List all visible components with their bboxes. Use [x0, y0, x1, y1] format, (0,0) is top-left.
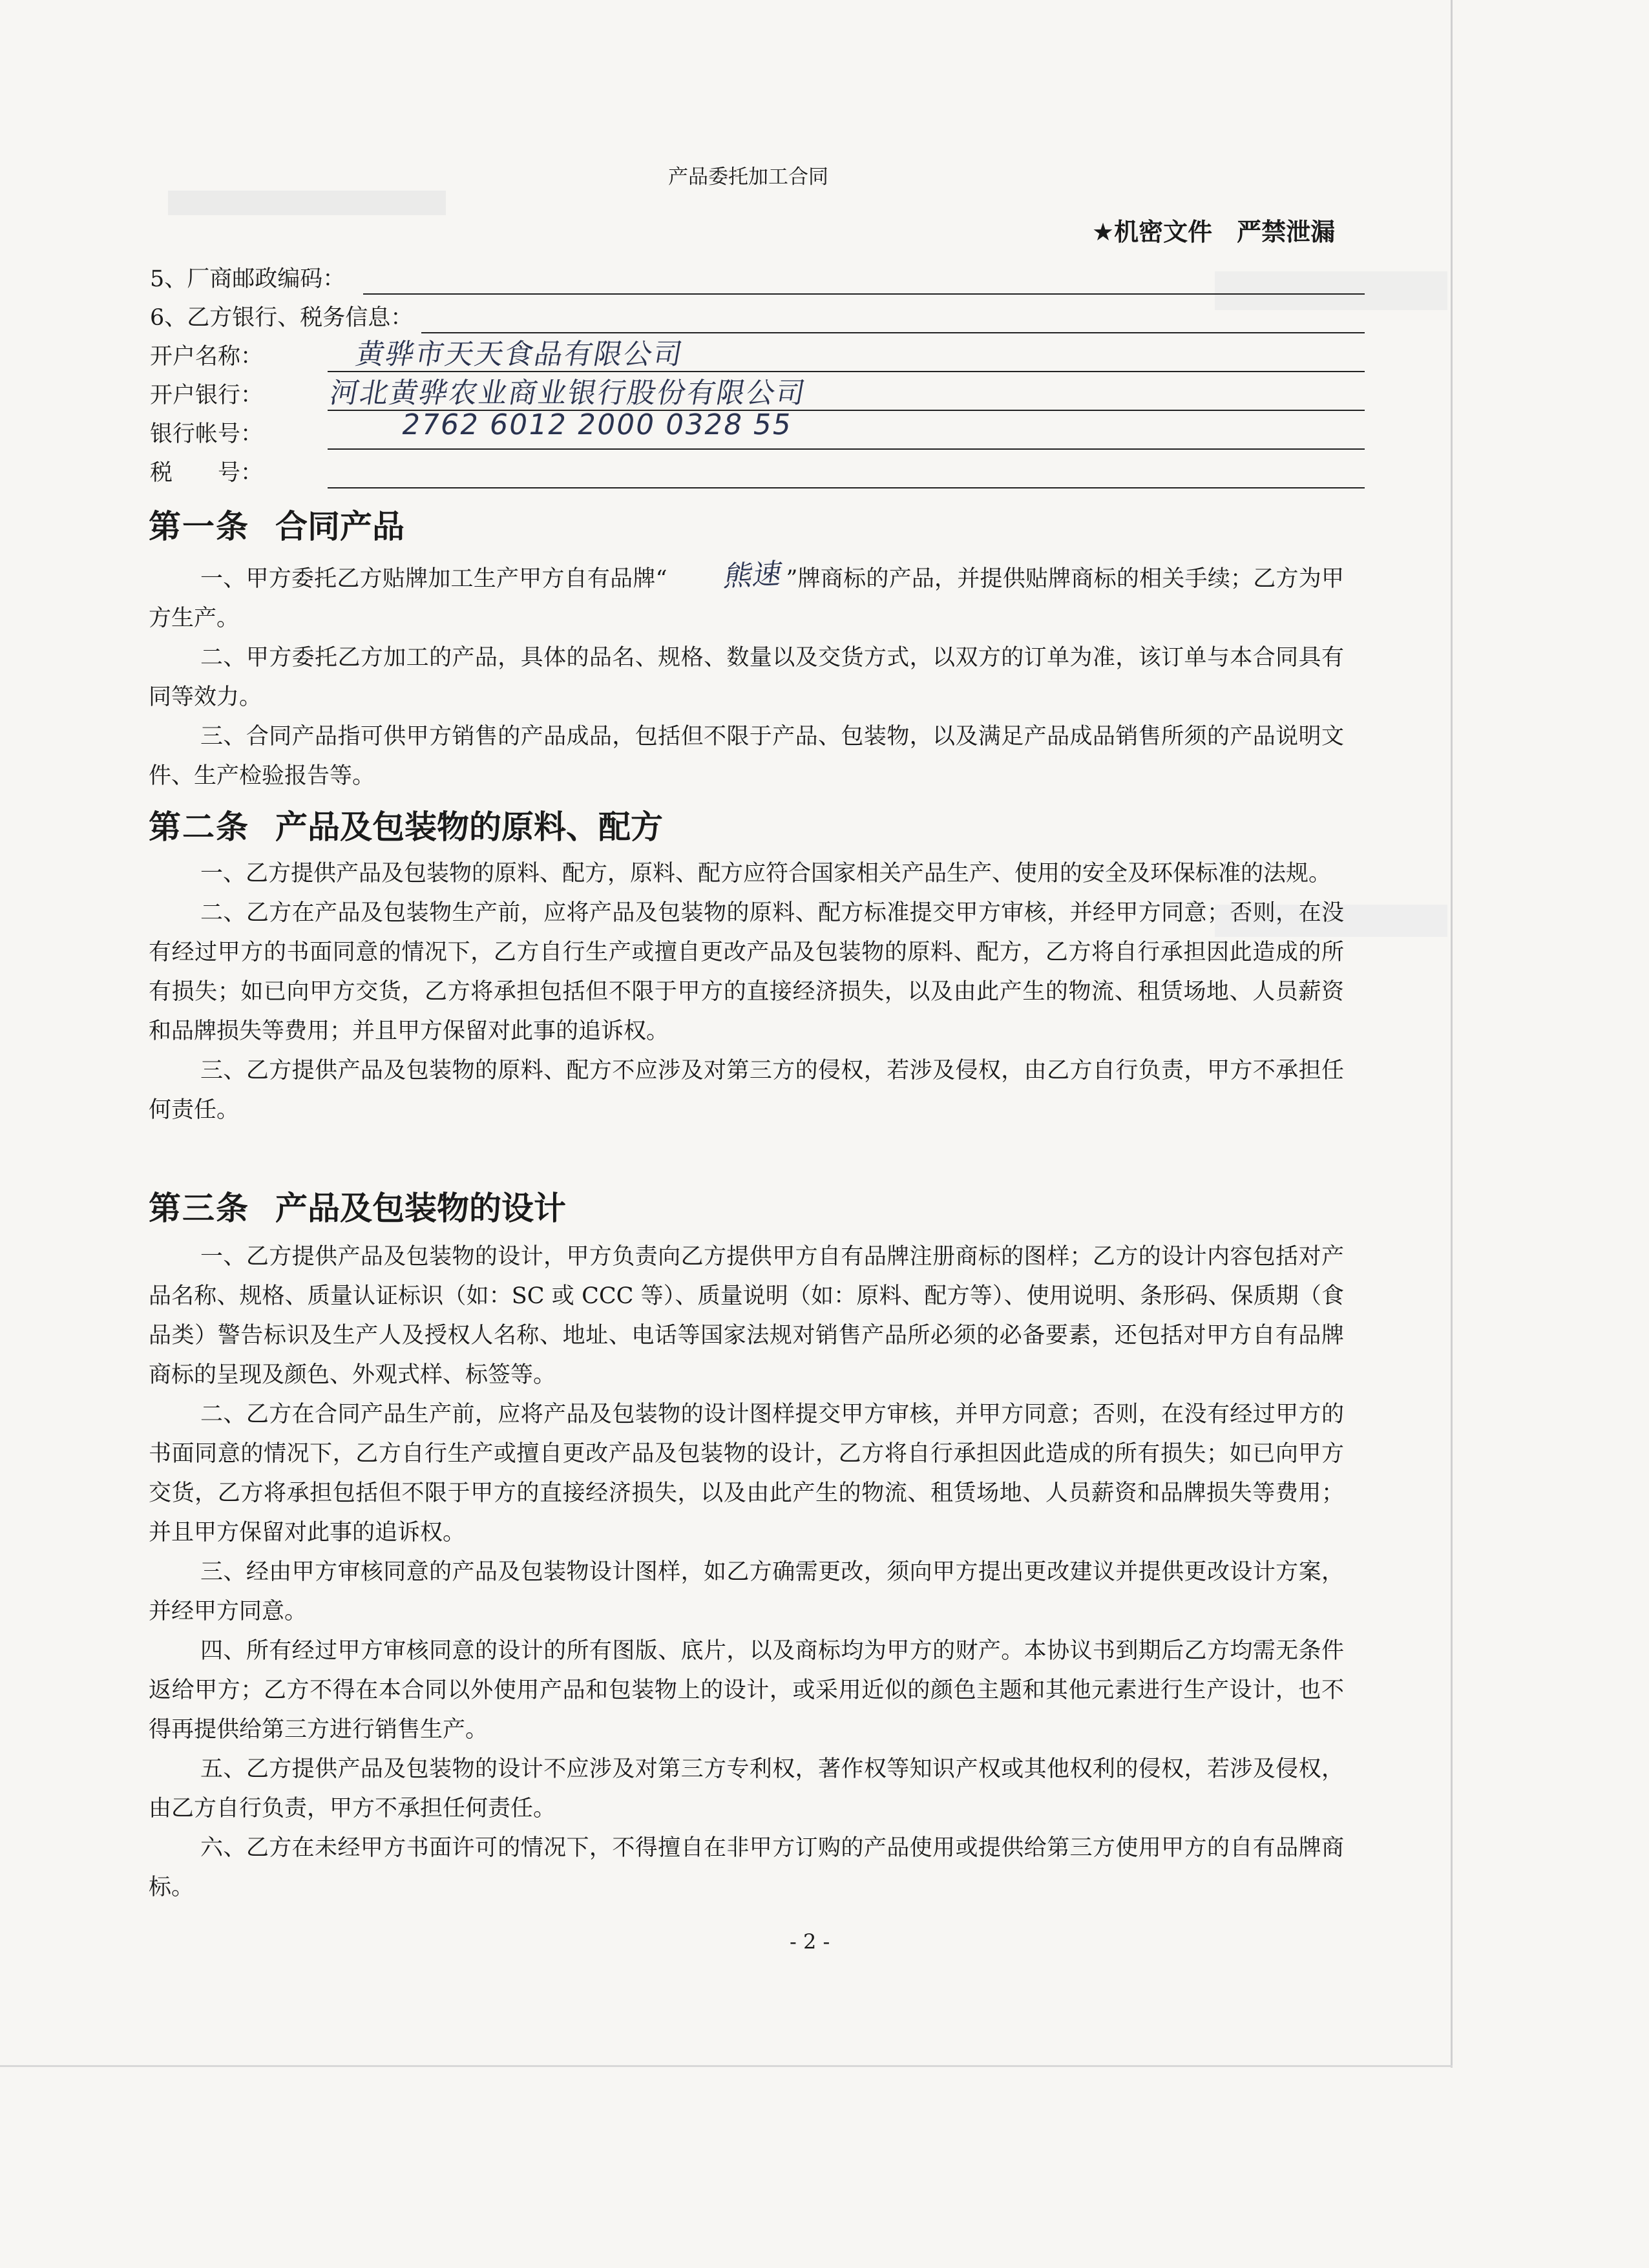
- field-label: 开户名称：: [150, 344, 264, 370]
- article-name: 合同产品: [275, 508, 404, 545]
- paragraph: 六、乙方在未经甲方书面许可的情况下，不得擅自在非甲方订购的产品使用或提供给第三方使用甲方的自有品牌商标。: [149, 1835, 1344, 1900]
- paragraph: 四、所有经过甲方审核同意的设计的所有图版、底片，以及商标均为甲方的财产。本协议书到期后乙方均需无条件返给甲方；乙方不得在本合同以外使用产品和包装物上的设计，或采用近似的颜色主题和其他元素进行生产设计，也不得再提供给第三方进行销售生产。: [149, 1638, 1344, 1743]
- field-account-number: [150, 408, 1365, 455]
- article-1-body: [149, 557, 1344, 796]
- field-tax-number: [150, 455, 1365, 494]
- paragraph: 三、合同产品指可供甲方销售的产品成品，包括但不限于产品、包装物，以及满足产品成品销售所须的产品说明文件、生产检验报告等。: [149, 724, 1344, 789]
- fill-line: [328, 448, 1365, 450]
- article-number: 第二条: [149, 808, 249, 846]
- field-bank-tax-info: [150, 300, 1365, 339]
- paragraph: 一、乙方提供产品及包装物的原料、配方，原料、配方应符合国家相关产品生产、使用的安全及环保标准的法规。: [200, 861, 1332, 887]
- handwritten-bank-name: 河北黄骅农业商业银行股份有限公司: [327, 377, 809, 410]
- article-2-title: [149, 801, 663, 848]
- paragraph-text: 一、甲方委托乙方贴牌加工生产甲方自有品牌“: [200, 566, 667, 592]
- page-number: - 2 -: [790, 1929, 830, 1954]
- field-label: 税 号：: [150, 460, 264, 486]
- page-edge: [1451, 0, 1453, 2068]
- article-3-body: [149, 1237, 1344, 1907]
- page-bottom-edge: [0, 2065, 1453, 2067]
- field-label: 银行帐号：: [150, 421, 264, 447]
- paragraph: 五、乙方提供产品及包装物的设计不应涉及对第三方专利权，著作权等知识产权或其他权利的侵权，若涉及侵权，由乙方自行负责，甲方不承担任何责任。: [149, 1756, 1344, 1822]
- fill-line: [328, 487, 1365, 488]
- paragraph: [149, 557, 1344, 638]
- bleed-through-mark: [168, 191, 446, 215]
- article-name: 产品及包装物的设计: [275, 1190, 566, 1227]
- paragraph: 一、乙方提供产品及包装物的设计，甲方负责向乙方提供甲方自有品牌注册商标的图样；乙方的设计内容包括对产品名称、规格、质量认证标识（如：SC 或 CCC 等）、质量说明（如：原料、配方等）、使用说明、条形码、保质期（食品类）警告标识及生产人及授权人名称、地址、电话等国家法规对销售产品所必须的必备要素，还包括对甲方自有品牌商标的呈现及颜色、外观式样、标签等。: [149, 1244, 1344, 1388]
- fill-line: [363, 293, 1365, 295]
- confidential-notice: ★机密文件 严禁泄漏: [1092, 218, 1336, 246]
- field-label: 6、乙方银行、税务信息：: [150, 305, 414, 331]
- article-3-title: [149, 1182, 566, 1229]
- paragraph: 二、甲方委托乙方加工的产品，具体的品名、规格、数量以及交货方式，以双方的订单为准，该订单与本合同具有同等效力。: [149, 645, 1344, 710]
- paragraph-text: ”牌商标的产品，并提供贴牌商标的相关手续；乙方为甲方生产。: [149, 566, 1344, 631]
- paragraph: 三、乙方提供产品及包装物的原料、配方不应涉及对第三方的侵权，若涉及侵权，由乙方自行负责，甲方不承担任何责任。: [149, 1058, 1344, 1123]
- paragraph: 二、乙方在合同产品生产前，应将产品及包装物的设计图样提交甲方审核，并甲方同意；否则，在没有经过甲方的书面同意的情况下，乙方自行生产或擅自更改产品及包装物的设计，乙方将自行承担因此造成的所有损失；如已向甲方交货，乙方将承担包括但不限于甲方的直接经济损失，以及由此产生的物流、租赁场地、人员薪资和品牌损失等费用；并且甲方保留对此事的追诉权。: [149, 1402, 1344, 1546]
- paragraph: 二、乙方在产品及包装物生产前，应将产品及包装物的原料、配方标准提交甲方审核，并经甲方同意；否则，在没有经过甲方的书面同意的情况下，乙方自行生产或擅自更改产品及包装物的原料、配方，乙方将自行承担因此造成的所有损失；如已向甲方交货，乙方将承担包括但不限于甲方的直接经济损失，以及由此产生的物流、租赁场地、人员薪资和品牌损失等费用；并且甲方保留对此事的追诉权。: [149, 900, 1344, 1044]
- handwritten-account-name: 黄骅市天天食品有限公司: [353, 338, 686, 371]
- handwritten-account-number: 2762 6012 2000 0328 55: [399, 408, 795, 441]
- article-number: 第三条: [149, 1190, 249, 1227]
- field-label: 5、厂商邮政编码：: [150, 266, 346, 292]
- handwritten-brand-signature: 熊速: [721, 557, 784, 594]
- document-header-title: 产品委托加工合同: [668, 165, 828, 189]
- field-postal-code: [150, 261, 1365, 300]
- field-label: 开户银行：: [150, 383, 264, 408]
- paragraph: 三、经由甲方审核同意的产品及包装物设计图样，如乙方确需更改，须向甲方提出更改建议并提供更改设计方案，并经甲方同意。: [149, 1559, 1344, 1624]
- article-1-title: [149, 501, 404, 547]
- article-2-body: [149, 854, 1344, 1130]
- article-number: 第一条: [149, 508, 249, 545]
- article-name: 产品及包装物的原料、配方: [275, 808, 663, 846]
